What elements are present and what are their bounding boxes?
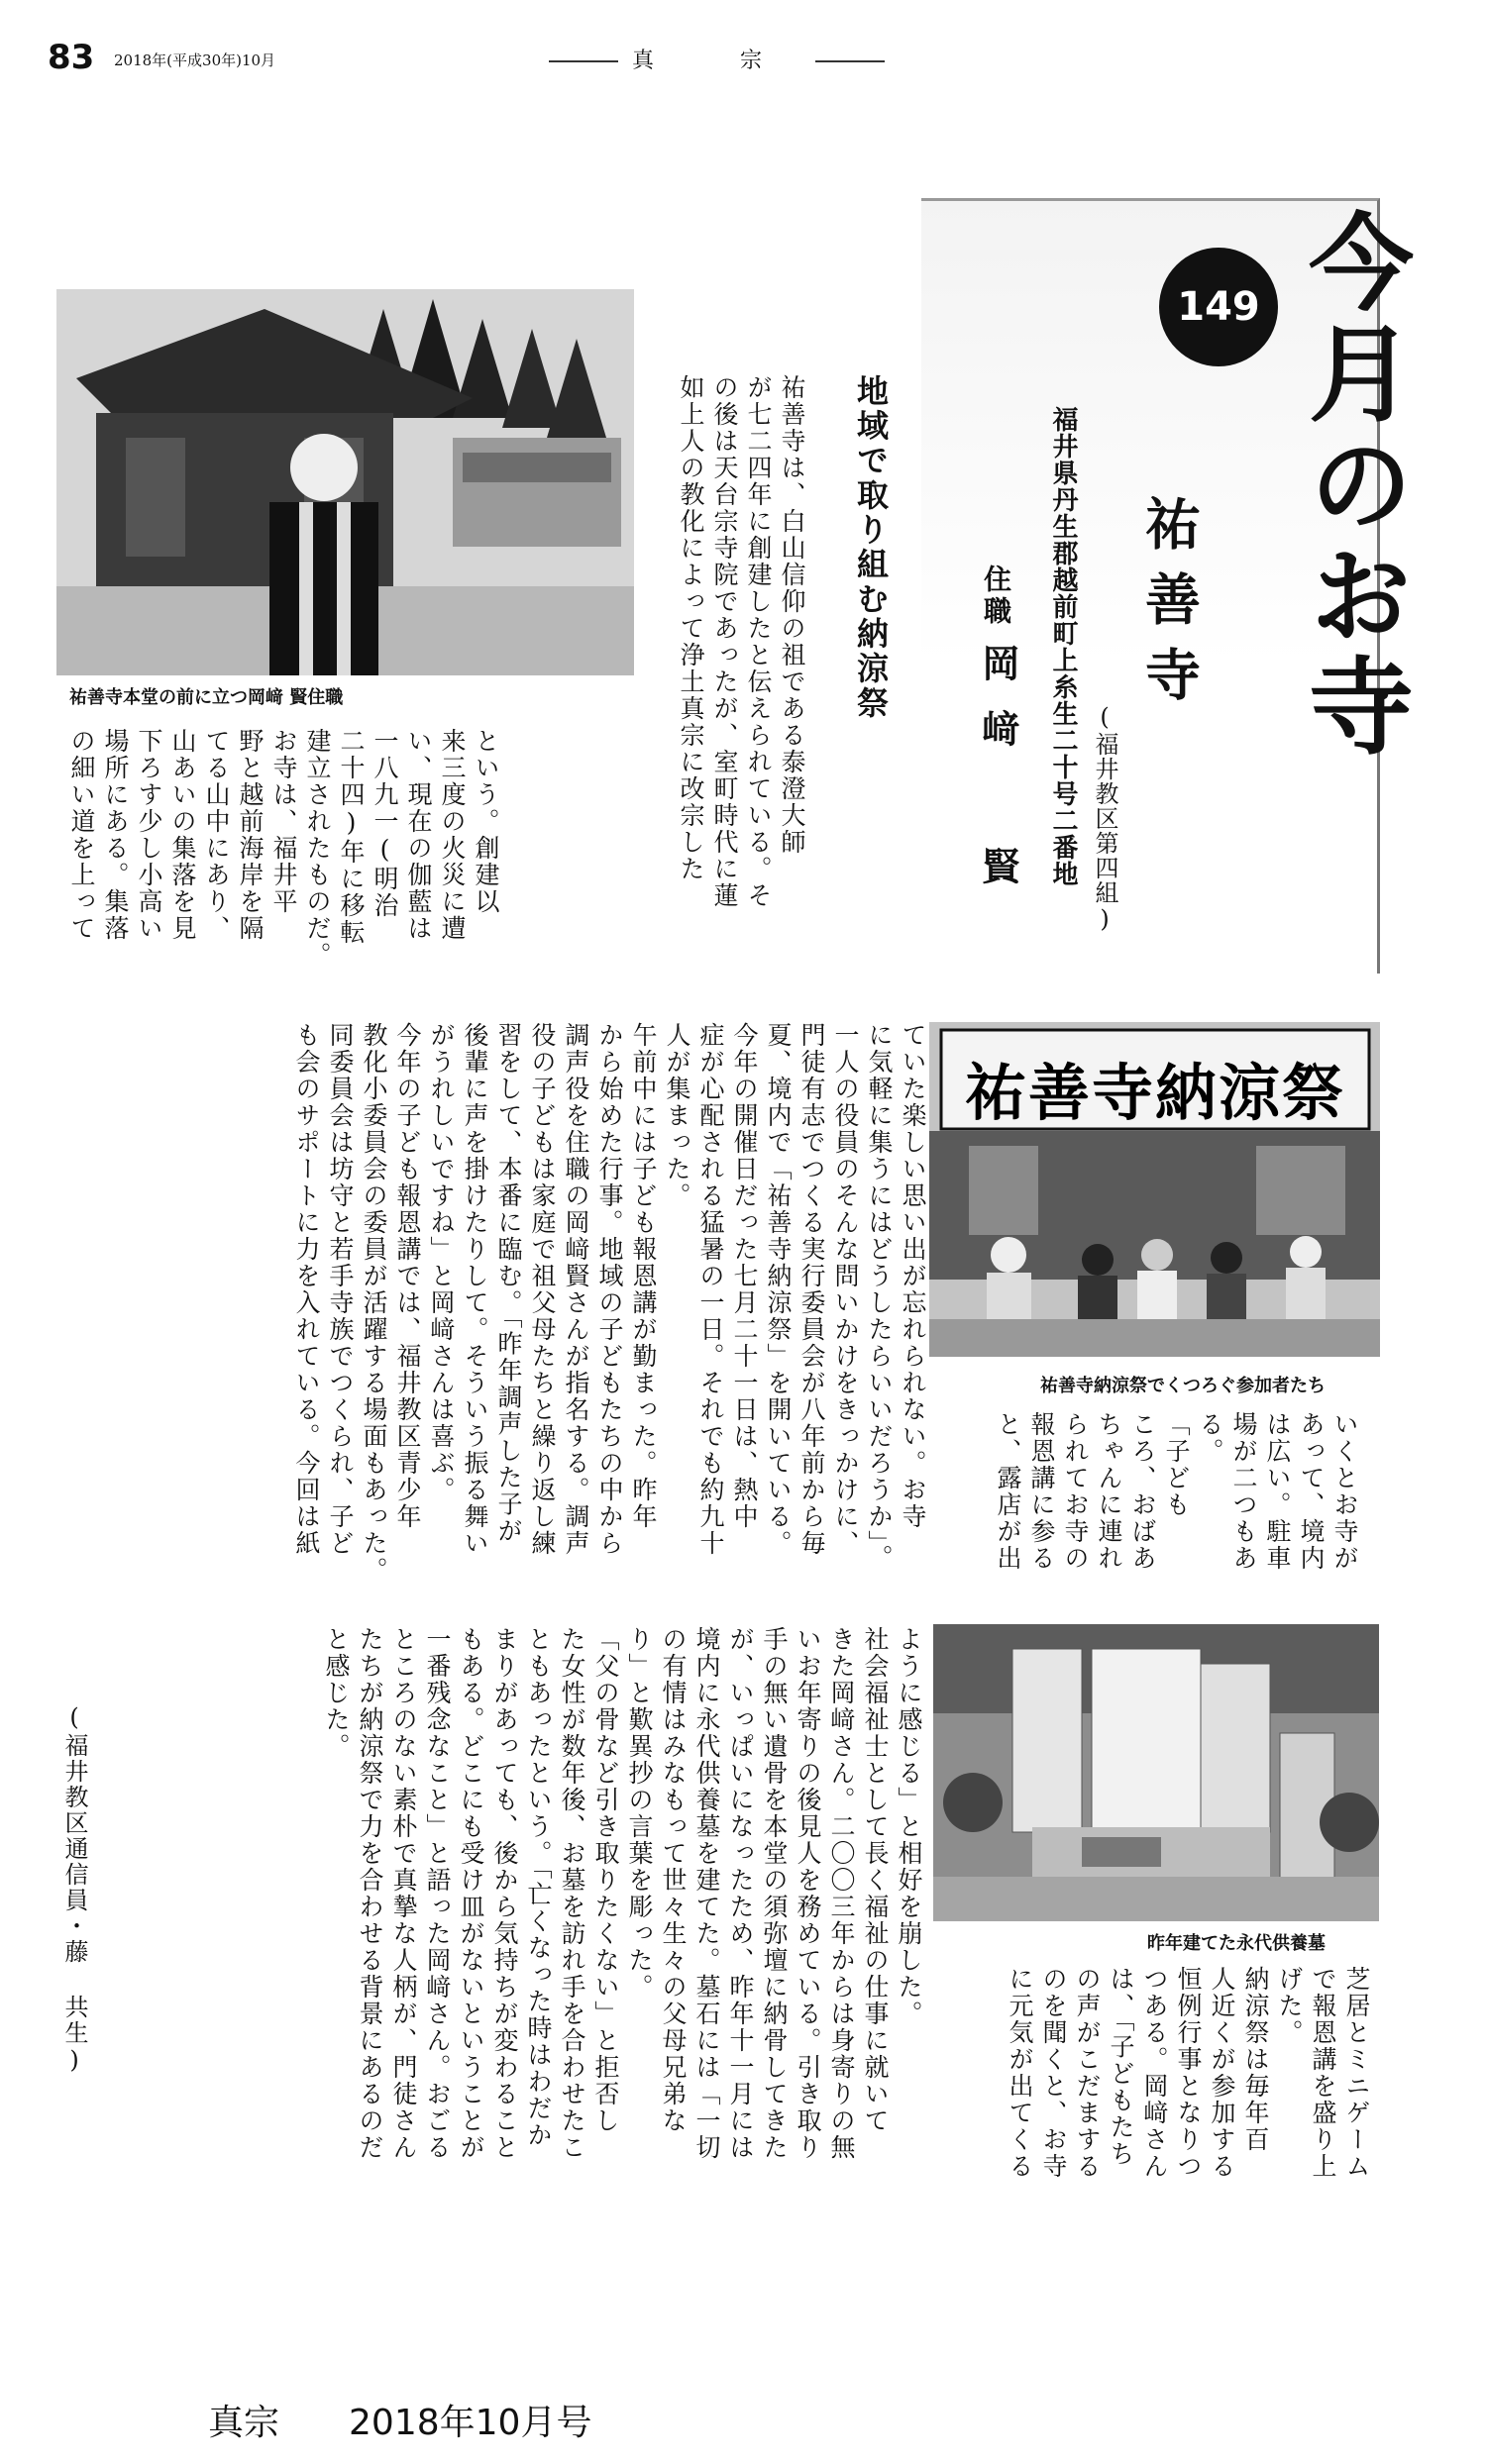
newspaper-title (535, 44, 899, 74)
photo-temple-hall-image (56, 289, 634, 675)
article-headline: 地域で取り組む納涼祭 (852, 374, 890, 721)
article-column-3: いくとお寺が あって、境内 は広い。駐車 場が二つもあ る。 「子ども ころ、おばあ ちゃんに連れ られてお寺の 報恩講に参る と、露店が出 (994, 1411, 1359, 1572)
article-column-4: ていた楽しい思い出が忘れられない。お寺 に気軽に集うにはどうしたらいいだろうか」。 一人の役員のそんな問いかけをきっかけに、 門徒有志でつくる実行委員会が八年前から毎 夏、境内で「祐善寺納涼祭」を開いている。 今年の開催日だった七月二十一日は、熱中 症が心配される猛暑の一日。それでも約九十 人が集まった。 午前中には子ども報恩講が勤まった。昨年 から始めた行事。地域の子どもたちの中から 調声役を住職の岡﨑賢さんが指名する。調声 役の子どもは家庭で祖父母たちと繰り返し練 習をして、本番に臨む。「昨年調声した子が 後輩に声を掛けたりして。そういう振る舞い がうれしいですね」と岡﨑さんは喜ぶ。 今年の子ども報恩講では、福井教区青少年 教化小委員会の委員が活躍する場面もあった。 同委員会は坊守と若手寺族でつくられ、子ど も会のサポートに力を入れている。今回は紙 (292, 1022, 927, 1584)
photo-temple-hall (56, 289, 634, 675)
photo-festival-caption: 祐善寺納涼祭でくつろぐ参加者たち (1040, 1376, 1326, 1396)
priest-name: 岡﨑 賢 (976, 644, 1020, 912)
footer (208, 2395, 661, 2445)
photo-temple-hall-caption: 祐善寺本堂の前に立つ岡﨑 賢住職 (69, 687, 344, 708)
article-column-6: ように感じる」と相好を崩した。 社会福祉士として長く福祉の仕事に就いて きた岡﨑さん。二〇〇三年からは身寄りの無 いお年寄りの後見人を務めている。引き取り 手の無い遺骨を本堂の須弥壇に納骨してきた が、いっぱいになったため、昨年十一月には 境内に永代供養墓を建てた。墓石には「一切 の有情はみなもって世々生々の父母兄弟な り」と歎異抄の言葉を彫った。 「父の骨など引き取りたくない」と拒否し た女性が数年後、お墓を訪れ手を合わせたこ ともあったという。「亡くなった時はわだか まりがあっても、後から気持ちが変わること もある。どこにも受け皿がないということが 一番残念なこと」と語った岡﨑さん。おごる ところのない素朴で真摯な人柄が、門徒さん たちが納涼祭で力を合わせる背景にあるのだ と感じた。 (322, 1626, 923, 2161)
priest-role: 住職 (980, 565, 1012, 628)
photo-memorial-image (933, 1624, 1379, 1921)
newspaper-title-text: 真 宗 (632, 49, 801, 73)
title-rule-right (815, 60, 885, 62)
page-number: 83 (48, 38, 95, 77)
series-number-badge: 149 (1159, 248, 1278, 366)
photo-festival (929, 1022, 1380, 1357)
series-title: 今月のお寺 (1292, 208, 1416, 763)
temple-district: (福井教区第四組) (1091, 703, 1118, 934)
article-column-1: 祐善寺は、白山信仰の祖である泰澄大師 が七二四年に創建したと伝えられている。そ の後は天台宗寺院であったが、室町時代に蓮 如上人の教化によって浄土真宗に改宗した (677, 374, 806, 909)
article-byline: (福井教区通信員・藤 共生) (60, 1703, 88, 2076)
temple-name: 祐善寺 (1136, 495, 1202, 721)
photo-memorial (933, 1624, 1379, 1921)
article-column-2: という。創建以 来三度の火災に遭 い、現在の伽藍は 一八九一(明治 二十四)年に移転 建立されたものだ。 お寺は、福井平 野と越前海岸を隔 てる山中にあり、 山あいの集落を見 下ろす少し小高い 場所にある。集落 の細い道を上って (67, 728, 500, 969)
photo-memorial-caption: 昨年建てた永代供養墓 (1147, 1933, 1326, 1954)
photo-festival-banner: 祐善寺納涼祭 (964, 1057, 1345, 1129)
issue-date: 2018年(平成30年)10月 (114, 51, 276, 69)
footer-issue: 2018年10月号 (349, 2403, 592, 2443)
title-rule-left (549, 60, 618, 62)
article-column-5: 芝居とミニゲーム で報恩講を盛り上 げた。 納涼祭は毎年百 人近くが参加する 恒例行事となりつ つある。岡﨑さん は、「子どもたち の声がこだまする のを聞くと、お寺 に元気が出てくる (1006, 1966, 1371, 2180)
footer-publication: 真宗 (208, 2403, 280, 2443)
temple-address: 福井県丹生郡越前町上糸生二十号二番地 (1048, 406, 1078, 887)
